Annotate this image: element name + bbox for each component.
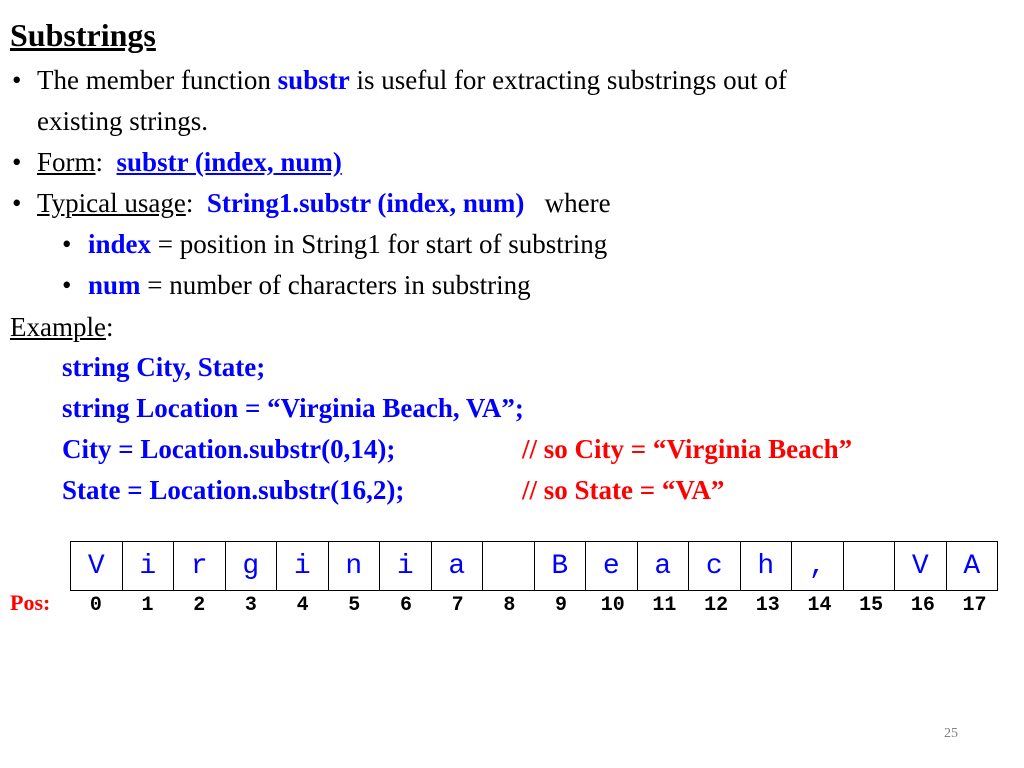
index-term: index [88, 229, 152, 259]
char-cell: e [586, 542, 638, 591]
position-index: 16 [910, 594, 935, 617]
character-row [71, 542, 998, 591]
char-cell [843, 542, 895, 591]
char-cell: r [174, 542, 226, 591]
char-cell: g [225, 542, 277, 591]
where-word: where [544, 188, 611, 218]
char-cell: n [328, 542, 380, 591]
comment-line-4: // so State = “VA” [522, 475, 725, 505]
position-index: 6 [399, 594, 412, 617]
sub-bullet-dot: • [62, 270, 72, 300]
bullet-dot: • [12, 188, 22, 218]
pos-label: Pos: [10, 590, 51, 615]
character-table [70, 541, 998, 591]
slide-number: 25 [944, 726, 958, 741]
usage-code: String1.substr (index, num) [206, 188, 525, 218]
position-index: 8 [503, 594, 516, 617]
char-cell: V [71, 542, 123, 591]
form-code: substr (index, num) [116, 147, 342, 177]
position-index: 14 [807, 594, 832, 617]
position-index: 2 [193, 594, 206, 617]
example-label: Example [10, 312, 106, 342]
bullet-substr-description [37, 63, 787, 97]
bullet-dot: • [12, 65, 22, 95]
char-cell: i [380, 542, 432, 591]
text: The member function [37, 65, 271, 95]
char-cell: a [637, 542, 689, 591]
char-cell: h [740, 542, 792, 591]
sub-bullet-index [88, 227, 607, 261]
code-line-3: City = Location.substr(0,14); [62, 434, 396, 464]
position-index: 1 [141, 594, 154, 617]
slide-title: Substrings [10, 17, 156, 53]
typical-usage-label: Typical usage [37, 188, 186, 218]
form-label: Form [37, 147, 96, 177]
num-definition: = number of characters in substring [140, 270, 531, 300]
position-index: 15 [859, 594, 884, 617]
sub-bullet-dot: • [62, 229, 72, 259]
char-cell: A [946, 542, 998, 591]
colon: : [105, 312, 114, 342]
char-cell [483, 542, 535, 591]
code-line-1: string City, State; [62, 352, 266, 382]
position-index: 9 [555, 594, 568, 617]
index-definition: = position in String1 for start of substring [151, 229, 608, 259]
num-term: num [88, 270, 141, 300]
position-index: 12 [704, 594, 729, 617]
position-index: 17 [962, 594, 987, 617]
position-index: 0 [89, 594, 102, 617]
bullet-continuation: existing strings. [37, 106, 209, 136]
position-index: 10 [600, 594, 625, 617]
bullet-dot: • [12, 147, 22, 177]
comment-line-3: // so City = “Virginia Beach” [522, 434, 853, 464]
example-heading [10, 310, 113, 344]
code-line-2: string Location = “Virginia Beach, VA”; [62, 393, 524, 423]
colon: : [95, 147, 104, 177]
position-index: 7 [451, 594, 464, 617]
bullet-typical-usage [37, 186, 611, 220]
char-cell: a [431, 542, 483, 591]
char-cell: i [277, 542, 329, 591]
position-index: 3 [244, 594, 257, 617]
char-cell: V [895, 542, 947, 591]
code-line-4: State = Location.substr(16,2); [62, 475, 405, 505]
keyword-substr: substr [277, 65, 350, 95]
char-cell: i [122, 542, 174, 591]
sub-bullet-num [88, 268, 531, 302]
position-index: 13 [755, 594, 780, 617]
char-cell: , [792, 542, 844, 591]
position-index: 11 [652, 594, 677, 617]
bullet-form [37, 145, 342, 179]
position-row [70, 594, 1000, 617]
char-cell: B [534, 542, 586, 591]
position-index: 4 [296, 594, 309, 617]
colon: : [185, 188, 194, 218]
text: is useful for extracting substrings out of [356, 65, 787, 95]
char-cell: c [689, 542, 741, 591]
position-index: 5 [348, 594, 361, 617]
